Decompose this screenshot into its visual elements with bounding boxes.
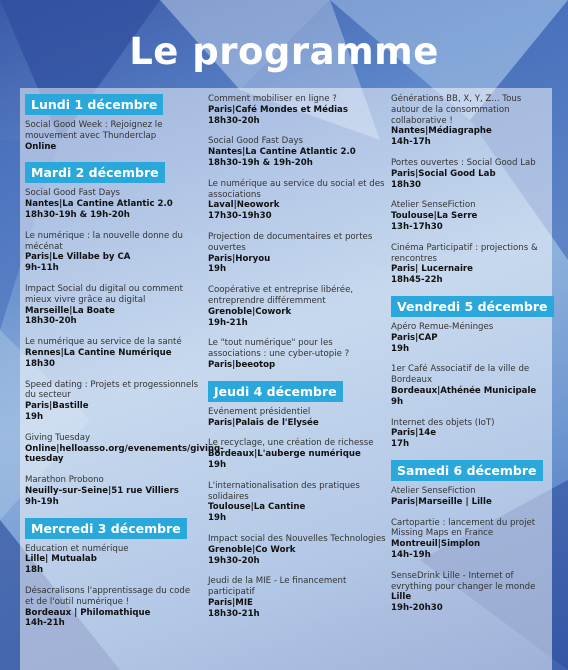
event-item [25, 284, 200, 327]
event-location: Paris|MIE [208, 597, 253, 608]
event-title: Le numérique au service du social et des associations [208, 178, 385, 200]
event-title: Internet des objets (IoT) [391, 417, 495, 428]
event-item [25, 586, 200, 629]
event-item [208, 179, 386, 222]
day-header: Jeudi 4 décembre [208, 381, 343, 402]
event-time: 17h [391, 439, 410, 450]
event-title: Social Good Fast Days [25, 188, 121, 199]
event-title: Social Good Week : Rejoignez le mouvement avec Thunderclap [25, 120, 163, 141]
day-header: Lundi 1 décembre [25, 94, 163, 115]
event-item [391, 418, 551, 450]
event-time: 18h30 [391, 179, 422, 190]
event-location: Paris|Palais de l'Elysée [208, 417, 319, 428]
event-item [391, 486, 551, 508]
event-location: Grenoble|Cowork [208, 306, 292, 317]
event-title: Coopérative et entreprise libérée, entreprendre différemment [208, 285, 354, 306]
event-title: Le numérique : la nouvelle donne du mécénat [25, 230, 183, 252]
event-location: Neuilly-sur-Seine|51 rue Villiers [25, 485, 179, 496]
event-title: Cartopartie : lancement du projet Missing Maps en France [391, 517, 536, 539]
event-location: Lille [391, 592, 412, 603]
event-location: Marseille|La Boate [25, 305, 115, 316]
event-location: Paris|Horyou [208, 253, 271, 264]
day-header: Mercredi 3 décembre [25, 518, 187, 539]
event-location: Rennes|La Cantine Numérique [25, 347, 172, 358]
event-item [208, 481, 386, 524]
event-title: Générations BB, X, Y, Z... Tous autour de la consommation collaborative ! [391, 94, 522, 126]
event-title: Evénement présidentiel [208, 406, 311, 417]
event-time: 9h-11h [25, 263, 59, 274]
event-item [391, 571, 551, 614]
event-time: 19h [208, 264, 227, 275]
event-item [391, 158, 551, 190]
event-item [25, 337, 200, 369]
event-time: 19h [391, 343, 410, 354]
event-title: Education et numérique [25, 543, 129, 554]
day-header: Vendredi 5 décembre [391, 296, 554, 317]
event-item [208, 407, 386, 429]
column-1 [25, 94, 224, 639]
column-3 [391, 94, 551, 624]
event-time: 19h-20h30 [391, 603, 443, 614]
event-title: Social Good Fast Days [208, 136, 304, 147]
event-time: 19h30-20h [208, 555, 260, 566]
event-title: Impact Social du digital ou comment mieux vivre grâce au digital [25, 283, 184, 305]
event-time: 17h30-19h30 [208, 211, 272, 222]
event-title: Atelier SenseFiction [391, 485, 476, 496]
event-time: 14h-21h [25, 618, 65, 629]
event-item [391, 200, 551, 232]
event-item [25, 188, 200, 220]
event-title: Le numérique au service de la santé [25, 337, 182, 348]
event-location: Paris|Marseille | Lille [391, 496, 492, 507]
event-time: 19h [25, 411, 44, 422]
event-title: Impact social des Nouvelles Technologies [208, 533, 386, 544]
event-location: Paris|beeotop [208, 359, 276, 370]
event-location: Nantes|Médiagraphe [391, 126, 492, 137]
event-title: Marathon Probono [25, 475, 104, 486]
event-title: Apéro Remue-Méninges [391, 321, 494, 332]
event-title: Portes ouvertes : Social Good Lab [391, 157, 536, 168]
event-item [25, 475, 200, 507]
event-time: 9h-19h [25, 496, 59, 507]
event-time: 18h30-19h & 19h-20h [208, 157, 313, 168]
page-title: Le programme [129, 30, 439, 73]
event-location: Lille| Mutualab [25, 554, 97, 565]
event-time: 14h-19h [391, 549, 431, 560]
event-item [208, 136, 386, 168]
event-item [25, 231, 200, 274]
event-item [25, 380, 200, 423]
event-location: Paris|Social Good Lab [391, 168, 496, 179]
event-item [208, 285, 386, 328]
event-title: Le recyclage, une création de richesse [208, 438, 374, 449]
event-time: 14h-17h [391, 137, 431, 148]
event-time: 19h-21h [208, 317, 248, 328]
event-location: Bordeaux|L'auberge numérique [208, 449, 361, 460]
event-time: 18h45-22h [391, 275, 443, 286]
event-item [391, 322, 551, 354]
event-title: L'internationalisation des pratiques solidaires [208, 480, 360, 502]
day-header: Samedi 6 décembre [391, 460, 543, 481]
event-title: Cinéma Participatif : projections & rencontres [391, 242, 538, 264]
event-location: Paris|Bastille [25, 401, 89, 412]
event-title: Comment mobiliser en ligne ? [208, 94, 337, 104]
event-location: Paris|CAP [391, 332, 438, 343]
event-title: 1er Café Associatif de la ville de Bordeaux [391, 364, 530, 386]
event-item [208, 438, 386, 470]
event-time: 18h30-19h & 19h-20h [25, 209, 130, 220]
event-title: Giving Tuesday [25, 432, 91, 443]
event-item [208, 94, 386, 126]
event-time: 9h [391, 396, 404, 407]
event-location: Grenoble|Co Work [208, 544, 296, 555]
event-item [25, 120, 200, 152]
event-time: 18h30-21h [208, 608, 260, 619]
event-item [391, 94, 551, 148]
event-item [208, 534, 386, 566]
event-title: Speed dating : Projets et progessionnels du secteur [25, 379, 199, 401]
event-location: Paris| Lucernaire [391, 264, 473, 275]
event-location: Toulouse|La Cantine [208, 502, 306, 513]
event-location: Bordeaux | Philomathique [25, 607, 151, 618]
event-location: Montreuil|Simplon [391, 539, 481, 550]
event-item [391, 518, 551, 561]
event-title: Jeudi de la MIE - Le financement participatif [208, 576, 347, 598]
event-item [391, 243, 551, 286]
event-location: Paris|Café Mondes et Médias [208, 104, 348, 115]
event-item [391, 364, 551, 407]
event-item [208, 338, 386, 370]
event-location: Nantes|La Cantine Atlantic 2.0 [25, 199, 173, 210]
day-header: Mardi 2 décembre [25, 162, 165, 183]
event-time: 13h-17h30 [391, 221, 443, 232]
event-time: 18h30-20h [25, 316, 77, 327]
event-item [25, 432, 224, 465]
event-location: Laval|Neowork [208, 200, 280, 211]
event-time: 18h [25, 565, 44, 576]
event-location: Online|helloasso.org/evenements/giving-tuesday [25, 443, 224, 465]
event-title: Le "tout numérique" pour les associations : une cyber-utopie ? [208, 338, 350, 360]
event-location: Bordeaux|Athénée Municipale [391, 385, 537, 396]
column-2 [208, 94, 386, 629]
event-time: 19h [208, 513, 227, 524]
event-location: Online [25, 141, 57, 152]
event-location: Paris|14e [391, 428, 437, 439]
event-time: 18h30-20h [208, 115, 260, 126]
event-item [208, 576, 386, 619]
event-location: Nantes|La Cantine Atlantic 2.0 [208, 147, 356, 158]
event-location: Toulouse|La Serre [391, 211, 478, 222]
event-item [208, 232, 386, 275]
event-item [25, 544, 200, 576]
event-location: Paris|Le Villabe by CA [25, 252, 131, 263]
event-time: 18h30 [25, 358, 56, 369]
event-title: Désacralisons l'apprentissage du code et de l'outil numérique ! [25, 585, 191, 607]
event-title: Projection de documentaires et portes ouvertes [208, 231, 373, 253]
event-time: 19h [208, 459, 227, 470]
event-title: Atelier SenseFiction [391, 200, 476, 211]
event-title: SenseDrink Lille - Internet of evrything pour changer le monde [391, 570, 536, 592]
